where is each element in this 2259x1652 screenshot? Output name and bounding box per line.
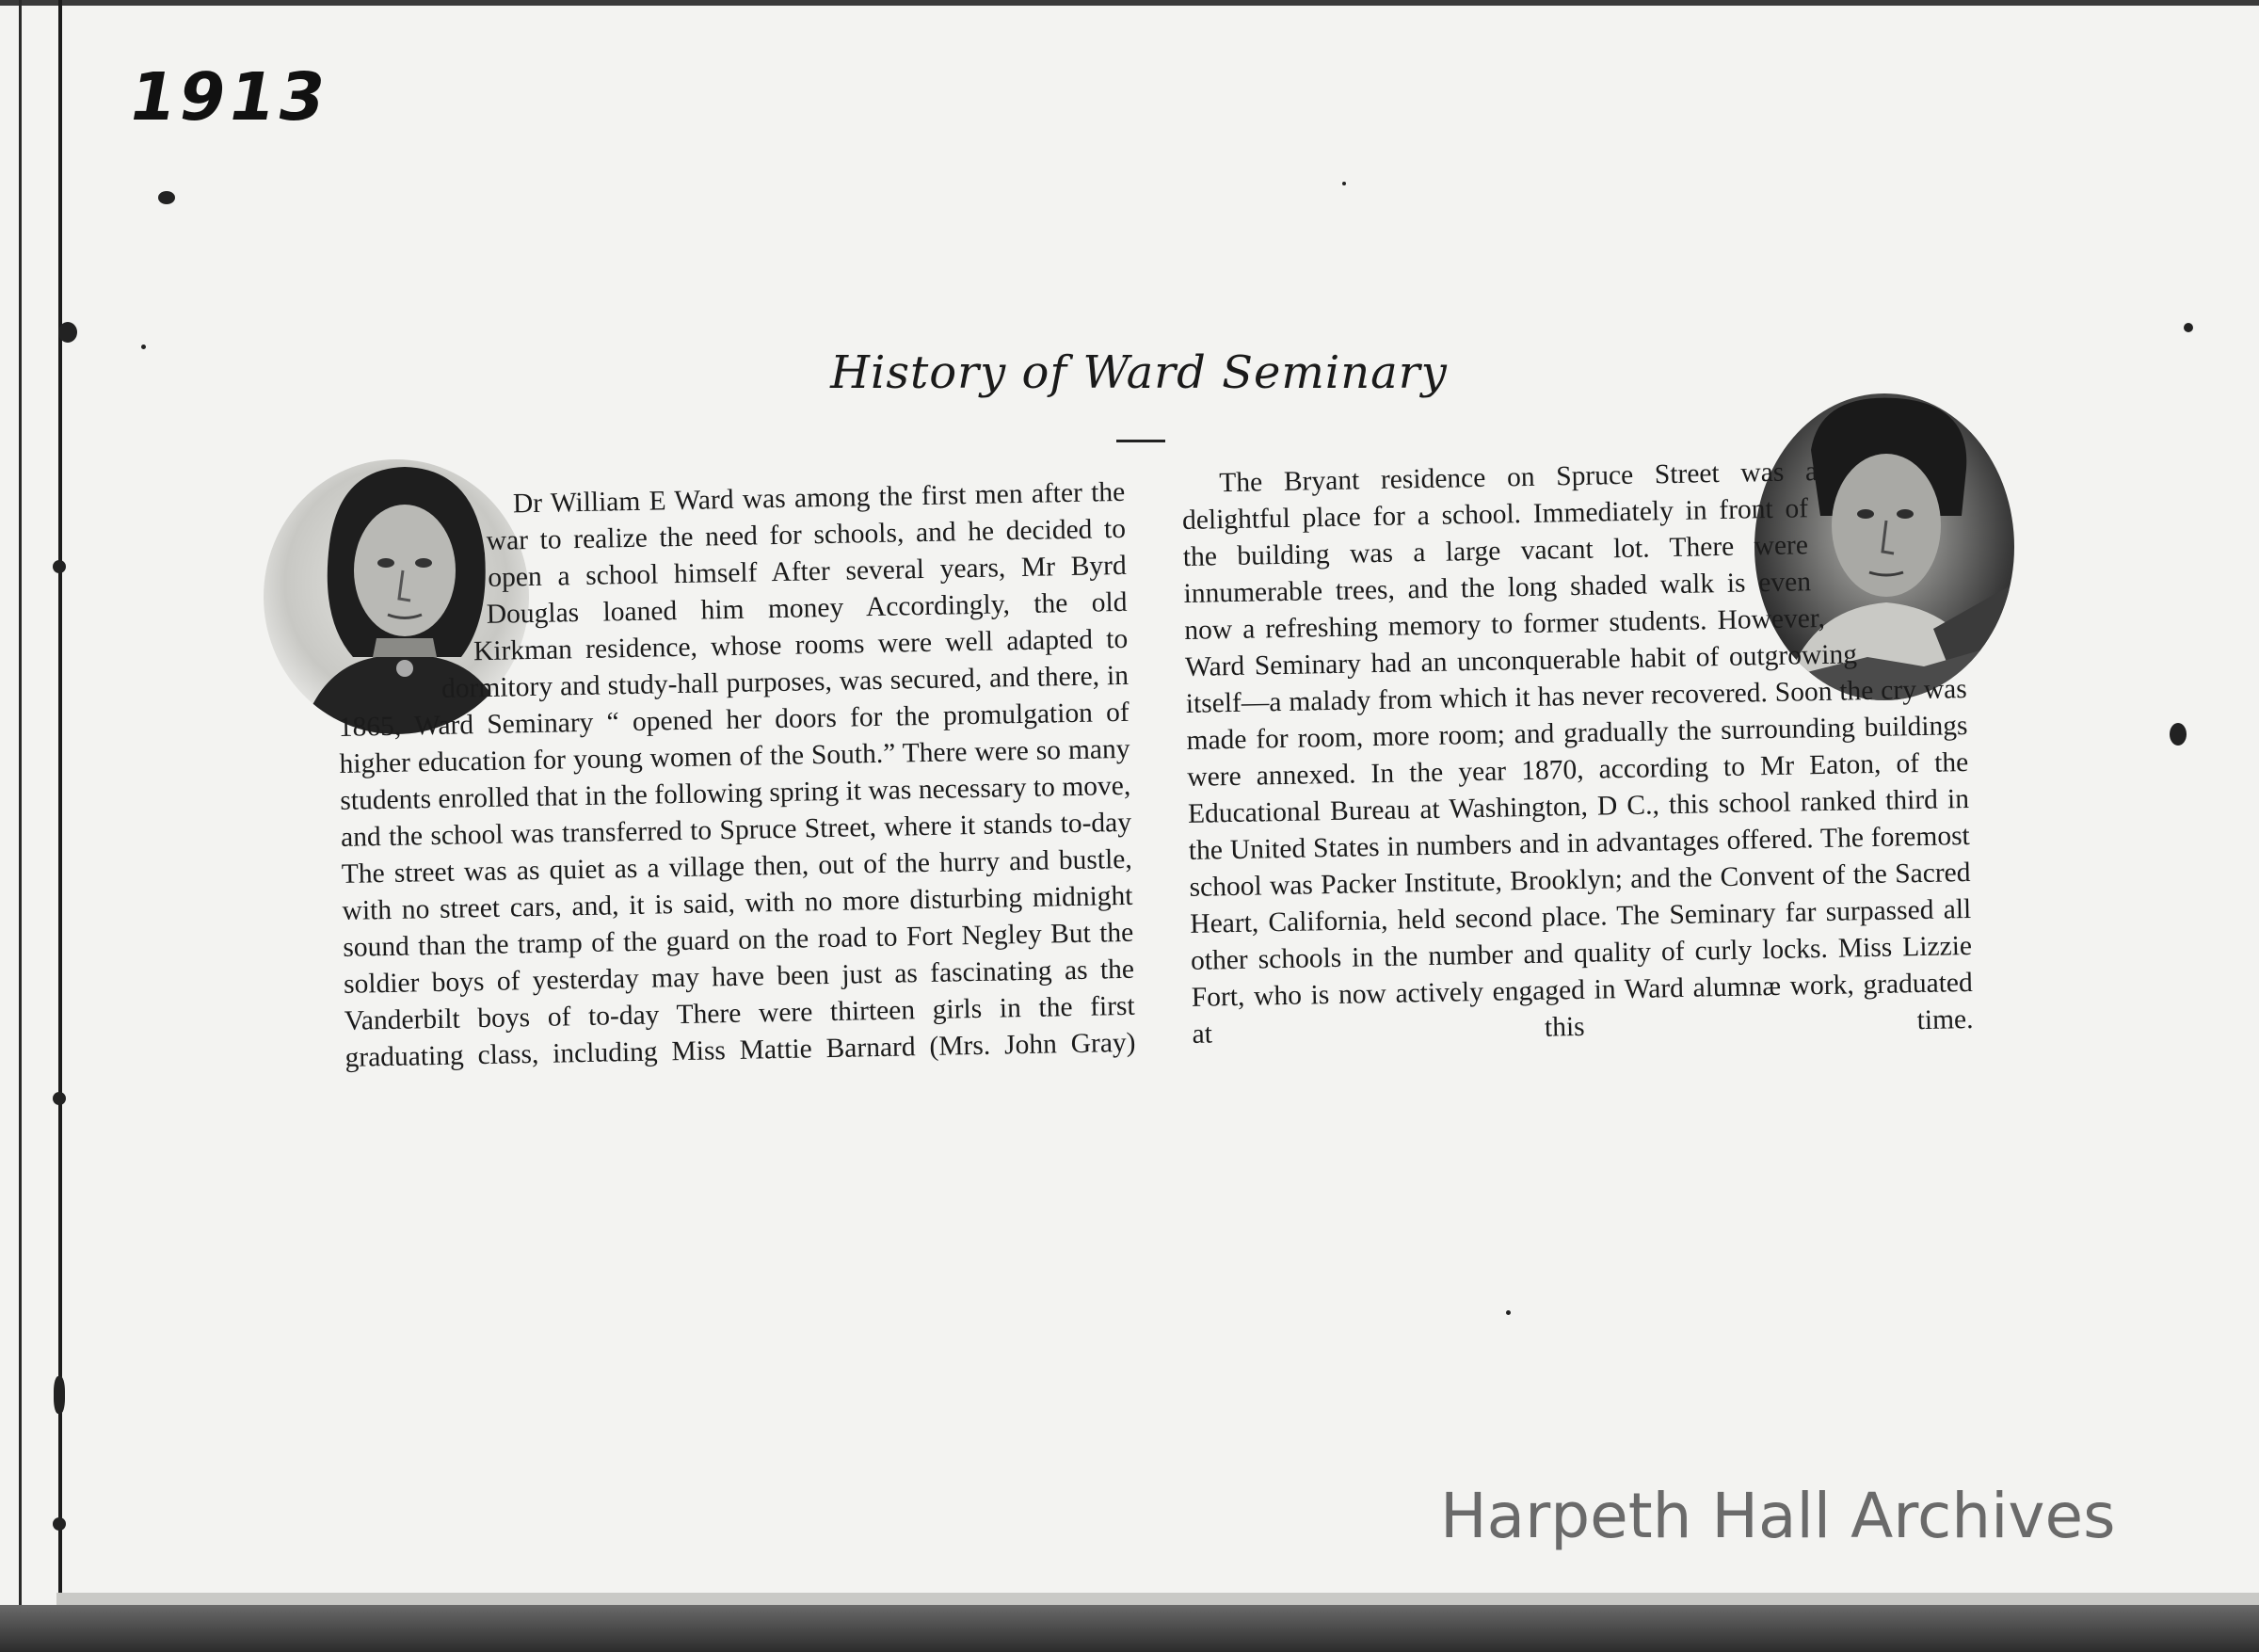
scan-speck [2170,723,2187,746]
scan-speck [141,345,146,349]
top-edge-shadow [0,0,2259,6]
scan-speck [158,191,175,204]
title-rule [1116,440,1165,442]
paragraph-indent [1182,491,1220,492]
bottom-dark-strip [0,1605,2259,1652]
right-column-text: The Bryant residence on Spruce Street was a delightful place for a school. Immediately in front of the building was a large vacant lot. There were innumerable trees, and the long shaded walk is even now a refreshing memory to former students. However, Ward Seminary had an unconquerable habit of outgrowing itself—a malady from which it has never recovered. Soon the cry was made for room, more room; and gradually the surrounding buildings were annexed. In the year 1870, according to Mr Eaton, of the Educational Bureau at Washington, D C., this school ranked third in the United States in numbers and in advantages offered. The foremost school was Packer Institute, Brooklyn; and the Convent of the Sacred Heart, California, held second place. The Seminary far surpassed all other schools in the number and quality of curly locks. Miss Lizzie Fort, who is now actively engaged in Ward alumnæ work, graduated at this time. [1181,457,1974,1050]
scan-speck [53,560,66,573]
right-column [1181,451,1974,1053]
scan-speck [53,1517,66,1531]
archive-watermark: Harpeth Hall Archives [1440,1480,2116,1552]
scan-speck [54,1376,65,1414]
page-title: History of Ward Seminary [830,346,1448,399]
scan-speck [53,1092,66,1105]
scan-speck [1506,1310,1511,1315]
handwritten-year: 1913 [122,58,336,136]
bottom-paper-edge [56,1593,2259,1606]
scan-speck [58,322,77,343]
scan-speck [2184,323,2193,332]
left-column [334,474,1136,1077]
scan-speck [1342,182,1346,185]
left-column-text: Dr William E Ward was among the first men after the war to realize the need for schools, and he decided to open a school himself After several years, Mr Byrd Douglas loaned him money Accordingly, the old Kirkman residence, whose rooms were well adapted to dormitory and study-hall purposes, was secured, and there, in 1865, Ward Seminary “ opened her doors for the promulgation of higher education for young women of the South.” There were so many students enrolled that in the following spring it was necessary to move, and the school was transferred to Spruce Street, where it stands to-day The street was as quiet as a village then, out of the hurry and bustle, with no street cars, and, it is said, with no more disturbing midnight sound than the tramp of the guard on the road to Fort Negley But the soldier boys of yesterday may have been just as fascinating as the Vanderbilt boys of to-day There were thirteen girls in the first graduating class, including Miss Mattie Barnard (Mrs. John Gray) [338,476,1136,1073]
left-edge-line [19,0,22,1652]
